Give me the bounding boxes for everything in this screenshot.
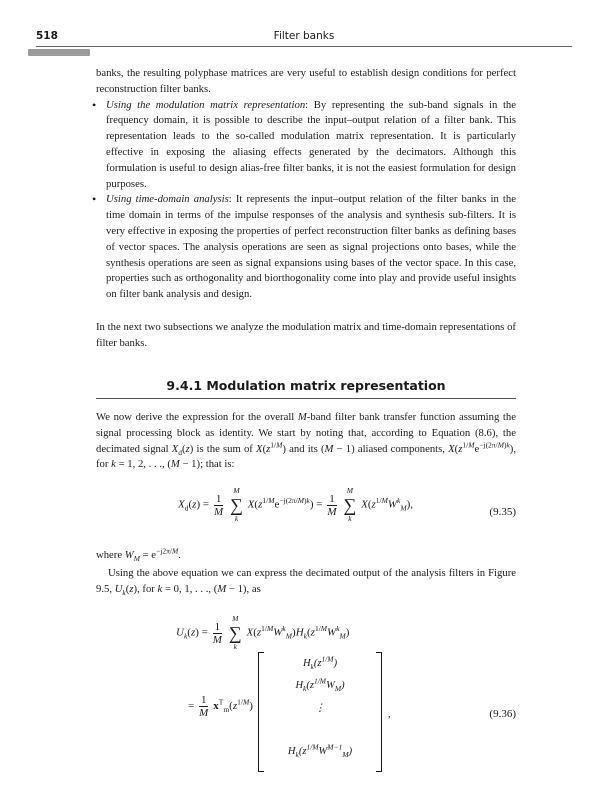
- list-item: [96, 98, 516, 193]
- equation-number: (9.36): [489, 708, 516, 720]
- vector-row-last: $H_k(z^{1/M}W^{M-1}_M)$: [287, 742, 353, 760]
- right-bracket: [376, 652, 382, 772]
- text-run: -band filter bank transfer function assuming the signal processing block as identity. We start by noting that, according to Equation (8.6), the decimated signal: [96, 411, 516, 455]
- intro-block: [96, 66, 516, 352]
- text-run: , for: [96, 442, 517, 471]
- next-subsections-paragraph: In the next two subsections we analyze the modulation matrix and time-domain representations of filter banks.: [96, 320, 516, 349]
- section-paragraph: We now derive the expression for the overall M-band filter bank transfer function assuming the signal processing block as identity. We start by noting that, according to Equation (8.6), the decimated signal $X_d(z)$ is the sum of $X(z^{1/M})$ and its (M − 1) aliased components, $X(z^{1/M}e^{-j(2\pi/M)k})$, for k = 1, 2, . . ., (M − 1); that is:: [96, 411, 517, 471]
- filter-vector: [258, 652, 382, 770]
- intro-continuation: banks, the resulting polyphase matrices are very useful to establish design conditions for perfect reconstruction filter banks.: [96, 67, 516, 95]
- text-run: , as: [246, 582, 261, 595]
- text-run: is the sum of: [193, 442, 257, 455]
- page-header: [36, 30, 572, 46]
- equation-number: (9.35): [489, 506, 516, 518]
- text-run: , for: [137, 582, 158, 595]
- vector-dots: ⋮: [314, 703, 326, 714]
- section-rule: [96, 398, 516, 399]
- equation-9-36-line2: = $\frac{1}{M}$ $x^T_m(z^{1/M})$: [188, 694, 253, 719]
- bullet-lead: Using time-domain analysis: [106, 193, 229, 206]
- bullet-lead: Using the modulation matrix representation: [106, 98, 306, 111]
- representation-list: [96, 98, 516, 303]
- equation-comma: ,: [388, 708, 391, 720]
- text-run: aliased components,: [354, 442, 449, 455]
- list-item: [96, 192, 516, 303]
- running-head: Filter banks: [273, 30, 335, 42]
- page-number: 518: [36, 30, 58, 42]
- section-heading: 9.4.1 Modulation matrix representation: [166, 378, 446, 393]
- vector-row-2: $H_k(z^{1/M}W_M)$: [295, 676, 345, 694]
- header-rule: [36, 46, 572, 47]
- equation-9-35: $X_d(z)$ = $\frac{1}{M}$ M ∑ k $X(z^{1/M}e^{-j(2\pi/M)k})$ = $\frac{1}{M}$ M ∑ k $X(z^{1/M}W^k_M)$,: [178, 486, 414, 523]
- where-line: where $W_M = e^{-j2\pi/M}$.: [96, 546, 181, 564]
- text-run: where: [96, 549, 125, 561]
- header-tab-marker: [28, 49, 90, 56]
- equation-9-36-line1: $U_k(z)$ = $\frac{1}{M}$ M ∑ k $X(z^{1/M}W^k_M)H_k(z^{1/M}W^k_M)$: [176, 614, 350, 651]
- left-bracket: [258, 652, 264, 772]
- bullet-body: : It represents the input–output relation of the filter banks in the time domain in terms of the impulse responses of the analysis and synthesis sub-filters. It is very effective in exposing the properties of perfect reconstruction filter banks as defining bases of vector spaces. The analysis operations are seen as signal projections onto bases, while the synthesis operations are seen as signal expansions using bases of the vector space. In this case, properties such as orthogonality and biorthogonality come into play and provide useful insights on filter bank analysis and design.: [106, 193, 516, 301]
- text-run: and its: [285, 442, 321, 455]
- text-run: We now derive the expression for the overall: [96, 411, 298, 423]
- text-run: Using the above equation we can express the decimated output of the analysis filters in Figure 9.5,: [96, 567, 516, 595]
- section-paragraph-2: Using the above equation we can express the decimated output of the analysis filters in Figure 9.5, $U_k(z)$, for k = 0, 1, . . ., (M − 1), as: [96, 567, 516, 597]
- bullet-body: : By representing the sub-band signals in the frequency domain, it is possible to describe the input–output relation of a filter bank. This representation leads to the so-called modulation matrix representation. It is particularly effective in exposing the aliasing effects generated by the decimators. Although this formulation is useful to design alias-free filter banks, it is not the easiest formulation for design purposes.: [106, 98, 516, 190]
- vector-row-1: $H_k(z^{1/M})$: [302, 654, 338, 672]
- text-run: ; that is:: [200, 458, 235, 471]
